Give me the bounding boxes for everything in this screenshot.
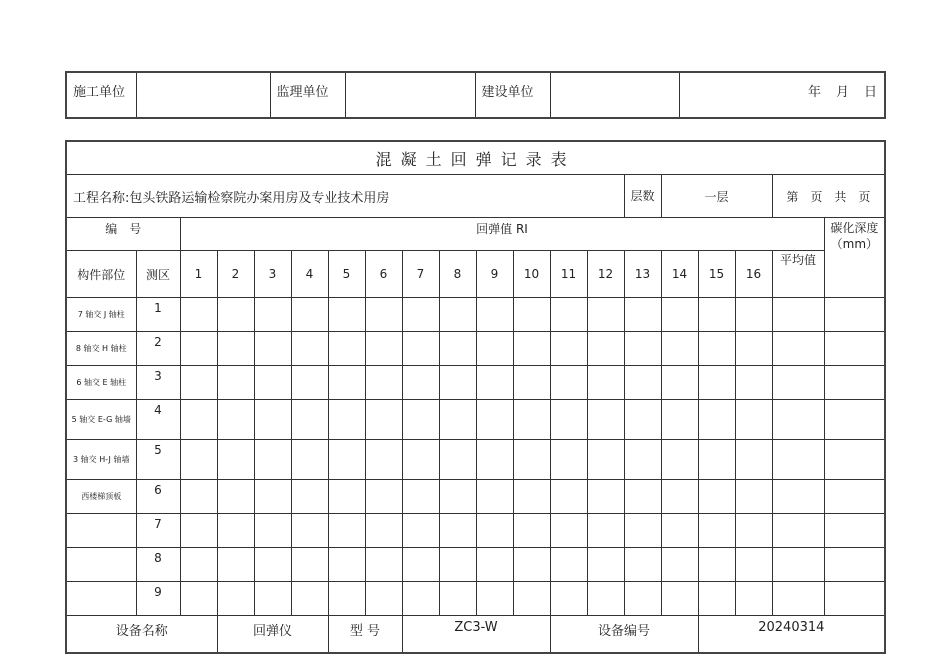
rebound-value-cell <box>661 332 698 366</box>
rebound-value-cell <box>328 440 365 480</box>
rebound-value-cell <box>550 400 587 440</box>
table-title: 混凝土回弹记录表 <box>66 141 885 175</box>
column-header: 13 <box>624 251 661 298</box>
column-header: 2 <box>217 251 254 298</box>
member-location: 8 轴交 H 轴柱 <box>66 332 136 366</box>
carbonation-depth-cell <box>824 298 885 332</box>
rebound-value-cell <box>365 400 402 440</box>
rebound-value-cell <box>402 548 439 582</box>
device-number-label: 设备编号 <box>550 616 698 654</box>
rebound-value-cell <box>624 440 661 480</box>
rebound-value-cell <box>661 480 698 514</box>
rebound-record-table <box>65 140 886 654</box>
rebound-value-cell <box>698 298 735 332</box>
average-cell <box>772 514 824 548</box>
rebound-value-cell <box>402 366 439 400</box>
rebound-value-cell <box>587 548 624 582</box>
project-label: 工程名称: <box>73 190 130 206</box>
table-row <box>66 548 885 582</box>
column-header: 10 <box>513 251 550 298</box>
supervision-unit-label: 监理单位 <box>270 72 345 118</box>
column-header: 7 <box>402 251 439 298</box>
rebound-value-cell <box>402 582 439 616</box>
rebound-value-cell <box>217 582 254 616</box>
rebound-value-cell <box>439 480 476 514</box>
rebound-value-cell <box>365 514 402 548</box>
rebound-value-cell <box>365 332 402 366</box>
rebound-value-cell <box>587 366 624 400</box>
rebound-value-cell <box>624 298 661 332</box>
rebound-value-cell <box>735 582 772 616</box>
rebound-value-cell <box>439 548 476 582</box>
rebound-value-cell <box>402 332 439 366</box>
rebound-value-cell <box>328 298 365 332</box>
rebound-value-cell <box>180 480 217 514</box>
rebound-value-cell <box>735 332 772 366</box>
average-cell <box>772 298 824 332</box>
date-field: 年 月 日 <box>679 72 885 118</box>
rebound-value-cell <box>291 548 328 582</box>
rebound-value-cell <box>476 548 513 582</box>
member-location <box>66 582 136 616</box>
column-header: 11 <box>550 251 587 298</box>
member-location: 5 轴交 E-G 轴墙 <box>66 400 136 440</box>
model-label: 型 号 <box>328 616 402 654</box>
member-location <box>66 548 136 582</box>
rebound-value-cell <box>476 480 513 514</box>
rebound-value-cell <box>291 400 328 440</box>
rebound-value-cell <box>217 514 254 548</box>
construction-unit-value <box>136 72 270 118</box>
rebound-value-cell <box>698 548 735 582</box>
rebound-value-cell <box>476 366 513 400</box>
rebound-value-cell <box>698 440 735 480</box>
test-area-number: 8 <box>136 548 180 582</box>
rebound-value-cell <box>291 514 328 548</box>
rebound-value-cell <box>550 440 587 480</box>
rebound-value-cell <box>217 440 254 480</box>
rebound-value-label: 回弹值 RI <box>180 218 824 251</box>
test-area-number: 3 <box>136 366 180 400</box>
member-location: 西楼梯顶板 <box>66 480 136 514</box>
rebound-value-cell <box>402 514 439 548</box>
rebound-value-cell <box>476 332 513 366</box>
floor-value: 一层 <box>661 175 772 218</box>
test-area-label: 测区 <box>136 251 180 298</box>
project-name-cell <box>66 175 624 218</box>
rebound-value-cell <box>735 548 772 582</box>
device-name-label: 设备名称 <box>66 616 217 654</box>
member-location: 7 轴交 J 轴柱 <box>66 298 136 332</box>
rebound-value-cell <box>254 366 291 400</box>
rebound-value-cell <box>439 298 476 332</box>
rebound-value-cell <box>439 400 476 440</box>
average-cell <box>772 548 824 582</box>
rebound-value-cell <box>513 366 550 400</box>
rebound-value-cell <box>217 548 254 582</box>
rebound-value-cell <box>180 400 217 440</box>
rebound-value-cell <box>513 400 550 440</box>
rebound-value-cell <box>550 514 587 548</box>
rebound-value-cell <box>402 440 439 480</box>
column-header: 16 <box>735 251 772 298</box>
supervision-unit-value <box>345 72 475 118</box>
test-area-number: 6 <box>136 480 180 514</box>
rebound-value-cell <box>291 298 328 332</box>
table-row <box>66 298 885 332</box>
rebound-value-cell <box>365 582 402 616</box>
rebound-value-cell <box>661 400 698 440</box>
floor-label: 层数 <box>624 175 661 218</box>
column-header: 8 <box>439 251 476 298</box>
rebound-value-cell <box>402 480 439 514</box>
rebound-value-cell <box>291 332 328 366</box>
test-area-number: 9 <box>136 582 180 616</box>
rebound-value-cell <box>550 480 587 514</box>
rebound-value-cell <box>661 440 698 480</box>
rebound-value-cell <box>624 366 661 400</box>
column-header: 15 <box>698 251 735 298</box>
rebound-value-cell <box>550 582 587 616</box>
rebound-value-cell <box>513 332 550 366</box>
rebound-value-cell <box>735 298 772 332</box>
rebound-value-cell <box>698 400 735 440</box>
rebound-value-cell <box>328 548 365 582</box>
test-area-number: 2 <box>136 332 180 366</box>
carbonation-depth-cell <box>824 440 885 480</box>
device-number-value: 20240314 <box>698 616 885 654</box>
rebound-value-cell <box>439 366 476 400</box>
rebound-value-cell <box>254 332 291 366</box>
rebound-value-cell <box>661 298 698 332</box>
carbonation-depth-cell <box>824 480 885 514</box>
rebound-value-cell <box>476 514 513 548</box>
device-name-value: 回弹仪 <box>217 616 328 654</box>
rebound-value-cell <box>439 514 476 548</box>
page-count: 第 页 共 页 <box>772 175 885 218</box>
rebound-value-cell <box>624 332 661 366</box>
rebound-value-cell <box>254 298 291 332</box>
rebound-value-cell <box>328 366 365 400</box>
rebound-value-cell <box>254 548 291 582</box>
column-header: 3 <box>254 251 291 298</box>
rebound-value-cell <box>254 400 291 440</box>
carbonation-depth-cell <box>824 400 885 440</box>
rebound-value-cell <box>476 440 513 480</box>
rebound-value-cell <box>328 400 365 440</box>
rebound-value-cell <box>735 480 772 514</box>
construction-unit-label: 施工单位 <box>66 72 136 118</box>
rebound-value-cell <box>180 298 217 332</box>
rebound-value-cell <box>550 298 587 332</box>
column-header: 1 <box>180 251 217 298</box>
average-cell <box>772 332 824 366</box>
rebound-value-cell <box>476 400 513 440</box>
rebound-value-cell <box>254 440 291 480</box>
rebound-value-cell <box>217 298 254 332</box>
rebound-value-cell <box>328 514 365 548</box>
rebound-value-cell <box>328 480 365 514</box>
rebound-value-cell <box>513 480 550 514</box>
carbonation-depth-cell <box>824 366 885 400</box>
rebound-value-cell <box>180 332 217 366</box>
table-row <box>66 514 885 548</box>
rebound-value-cell <box>735 366 772 400</box>
table-row <box>66 480 885 514</box>
rebound-value-cell <box>365 548 402 582</box>
rebound-value-cell <box>439 440 476 480</box>
rebound-value-cell <box>661 514 698 548</box>
rebound-value-cell <box>402 400 439 440</box>
rebound-value-cell <box>661 582 698 616</box>
carbonation-depth-cell <box>824 582 885 616</box>
member-location: 6 轴交 E 轴柱 <box>66 366 136 400</box>
rebound-value-cell <box>698 332 735 366</box>
rebound-value-cell <box>513 298 550 332</box>
test-area-number: 7 <box>136 514 180 548</box>
column-header: 9 <box>476 251 513 298</box>
rebound-value-cell <box>698 480 735 514</box>
rebound-value-cell <box>180 548 217 582</box>
carbonation-depth-cell <box>824 332 885 366</box>
average-label: 平均值 <box>772 251 824 298</box>
average-cell <box>772 480 824 514</box>
rebound-value-cell <box>513 514 550 548</box>
rebound-value-cell <box>624 582 661 616</box>
rebound-value-cell <box>291 480 328 514</box>
rebound-value-cell <box>365 480 402 514</box>
rebound-value-cell <box>291 440 328 480</box>
member-location-label: 构件部位 <box>66 251 136 298</box>
rebound-value-cell <box>291 582 328 616</box>
average-cell <box>772 400 824 440</box>
rebound-value-cell <box>365 366 402 400</box>
rebound-value-cell <box>402 298 439 332</box>
table-row <box>66 440 885 480</box>
rebound-value-cell <box>254 514 291 548</box>
member-location <box>66 514 136 548</box>
rebound-value-cell <box>624 480 661 514</box>
rebound-value-cell <box>439 582 476 616</box>
rebound-value-cell <box>328 582 365 616</box>
rebound-value-cell <box>587 332 624 366</box>
rebound-value-cell <box>291 366 328 400</box>
rebound-value-cell <box>513 440 550 480</box>
column-header: 6 <box>365 251 402 298</box>
carbonation-depth-cell <box>824 514 885 548</box>
column-header: 14 <box>661 251 698 298</box>
table-row <box>66 400 885 440</box>
test-area-number: 1 <box>136 298 180 332</box>
rebound-value-cell <box>180 514 217 548</box>
rebound-value-cell <box>624 514 661 548</box>
table-row <box>66 332 885 366</box>
rebound-value-cell <box>735 400 772 440</box>
rebound-value-cell <box>587 440 624 480</box>
test-area-number: 5 <box>136 440 180 480</box>
rebound-value-cell <box>661 548 698 582</box>
average-cell <box>772 440 824 480</box>
rebound-value-cell <box>439 332 476 366</box>
rebound-value-cell <box>550 366 587 400</box>
member-location: 3 轴交 H-J 轴墙 <box>66 440 136 480</box>
rebound-value-cell <box>180 440 217 480</box>
average-cell <box>772 582 824 616</box>
column-header: 4 <box>291 251 328 298</box>
rebound-value-cell <box>624 548 661 582</box>
average-cell <box>772 366 824 400</box>
rebound-value-cell <box>587 582 624 616</box>
rebound-value-cell <box>476 582 513 616</box>
rebound-value-cell <box>513 582 550 616</box>
rebound-value-cell <box>217 366 254 400</box>
rebound-value-cell <box>587 514 624 548</box>
rebound-value-cell <box>550 332 587 366</box>
rebound-value-cell <box>217 480 254 514</box>
rebound-value-cell <box>698 582 735 616</box>
rebound-value-cell <box>180 366 217 400</box>
column-header: 5 <box>328 251 365 298</box>
column-header: 12 <box>587 251 624 298</box>
rebound-value-cell <box>217 332 254 366</box>
table-row <box>66 366 885 400</box>
number-label: 编 号 <box>66 218 180 251</box>
rebound-value-cell <box>735 440 772 480</box>
rebound-value-cell <box>476 298 513 332</box>
rebound-value-cell <box>698 366 735 400</box>
rebound-value-cell <box>328 332 365 366</box>
rebound-value-cell <box>217 400 254 440</box>
rebound-value-cell <box>587 298 624 332</box>
carbonation-depth-label: 碳化深度（mm） <box>824 218 885 298</box>
project-name: 包头铁路运输检察院办案用房及专业技术用房 <box>129 190 390 206</box>
model-value: ZC3-W <box>402 616 550 654</box>
rebound-value-cell <box>365 298 402 332</box>
rebound-value-cell <box>698 514 735 548</box>
rebound-value-cell <box>254 582 291 616</box>
rebound-value-cell <box>587 480 624 514</box>
build-unit-label: 建设单位 <box>475 72 550 118</box>
rebound-value-cell <box>513 548 550 582</box>
rebound-value-cell <box>550 548 587 582</box>
rebound-value-cell <box>587 400 624 440</box>
rebound-value-cell <box>365 440 402 480</box>
table-row <box>66 582 885 616</box>
test-area-number: 4 <box>136 400 180 440</box>
rebound-value-cell <box>735 514 772 548</box>
build-unit-value <box>550 72 679 118</box>
signoff-table <box>65 71 886 119</box>
rebound-value-cell <box>180 582 217 616</box>
rebound-value-cell <box>624 400 661 440</box>
rebound-value-cell <box>254 480 291 514</box>
rebound-value-cell <box>661 366 698 400</box>
carbonation-depth-cell <box>824 548 885 582</box>
